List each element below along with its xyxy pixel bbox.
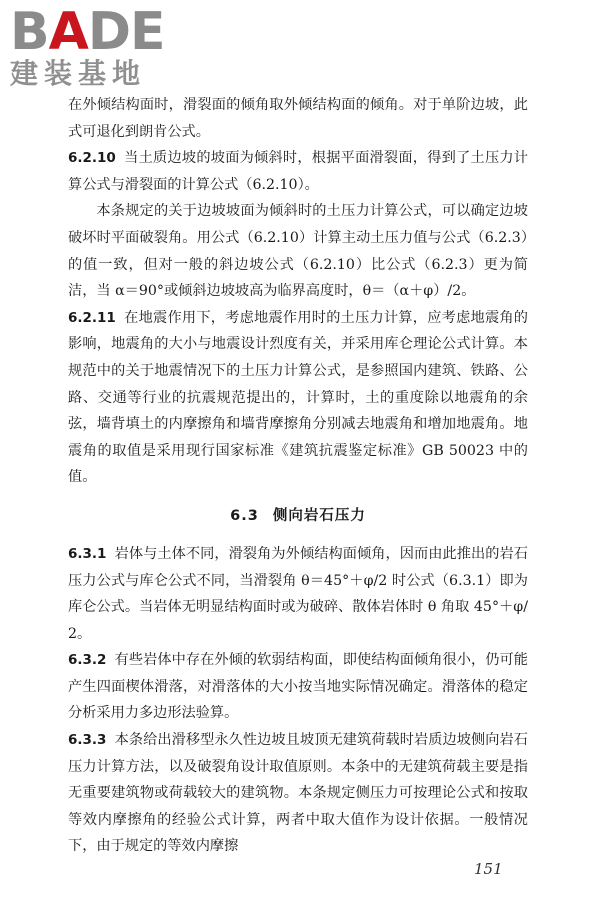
bade-logo [10, 2, 180, 94]
paragraph-text: 在地震作用下，考虑地震作用时的土压力计算，应考虑地震角的影响，地震角的大小与地震设计烈度有关，并采用库仑理论公式计算。本规范中的关于地震情况下的土压力计算公式，是参照国内建筑、铁路、公路、交通等行业的抗震规范提出的，计算时，土的重度除以地震角的余弦，墙背填土的内摩擦角和墙背摩擦角分别减去地震角和增加地震角。地震角的取值是采用现行国家标准《建筑抗震鉴定标准》GB 50023 中的值。 [68, 309, 528, 486]
page-number: 151 [474, 860, 503, 878]
clause-number: 6.3.3 [68, 732, 107, 749]
clause-number: 6.3.2 [68, 652, 107, 669]
logo-subtitle: 建装基地 [10, 57, 147, 90]
logo-wordmark [10, 2, 165, 62]
clause-number: 6.2.10 [68, 150, 116, 167]
section-title: 侧向岩石压力 [272, 507, 366, 524]
paragraph-text: 本条规定的关于边坡坡面为倾斜时的土压力计算公式，可以确定边坡破坏时平面破裂角。用公式（6.2.10）计算主动土压力值与公式（6.2.3）的值一致，但对一般的斜边坡公式（6.2.10）比公式（6.2.3）更为简洁，当 α＝90°或倾斜边坡坡高为临界高度时，θ＝（α＋φ）/2。 [68, 203, 528, 300]
clause-6-3-3 [68, 727, 528, 860]
paragraph-text: 岩体与土体不同，滑裂角为外倾结构面倾角，因而由此推出的岩石压力公式与库仑公式不同，当滑裂角 θ＝45°＋φ/2 时公式（6.3.1）即为库仑公式。当岩体无明显结构面时或为破碎、散体岩体时 θ 角取 45°＋φ/2。 [68, 545, 528, 642]
paragraph-text: 本条给出滑移型永久性边坡且坡顶无建筑荷载时岩质边坡侧向岩石压力计算方法，以及破裂角设计取值原则。本条中的无建筑荷载主要是指无重要建筑物或荷载较大的建筑物。本条规定侧压力可按理论公式和按取等效内摩擦角的经验公式计算，两者中取大值作为设计依据。一般情况下，由于规定的等效内摩擦 [68, 732, 528, 855]
paragraph-text: 有些岩体中存在外倾的软弱结构面，即使结构面倾角很小，仍可能产生四面楔体滑落，对滑落体的大小按当地实际情况确定。滑落体的稳定分析采用力多边形法验算。 [68, 652, 528, 722]
paragraph-continued [68, 92, 528, 145]
clause-6-2-11 [68, 305, 528, 491]
clause-number: 6.3.1 [68, 545, 107, 562]
logo-letters-de: DE [87, 2, 165, 62]
clause-6-3-2 [68, 647, 528, 727]
document-body [68, 92, 528, 860]
clause-6-2-10 [68, 145, 528, 198]
section-heading [68, 505, 528, 527]
clause-number: 6.2.11 [68, 309, 116, 326]
paragraph-text: 当土质边坡的坡面为倾斜时，根据平面滑裂面，得到了土压力计算公式与滑裂面的计算公式（6.2.10）。 [68, 150, 528, 193]
logo-letter-a: A [48, 2, 88, 62]
clause-6-3-1 [68, 541, 528, 647]
paragraph-text: 在外倾结构面时，滑裂面的倾角取外倾结构面的倾角。对于单阶边坡，此式可退化到朗肯公式。 [68, 97, 528, 140]
clause-6-2-10-explanation [68, 198, 528, 304]
section-number: 6.3 [230, 507, 259, 524]
logo-letter-b: B [10, 2, 49, 62]
